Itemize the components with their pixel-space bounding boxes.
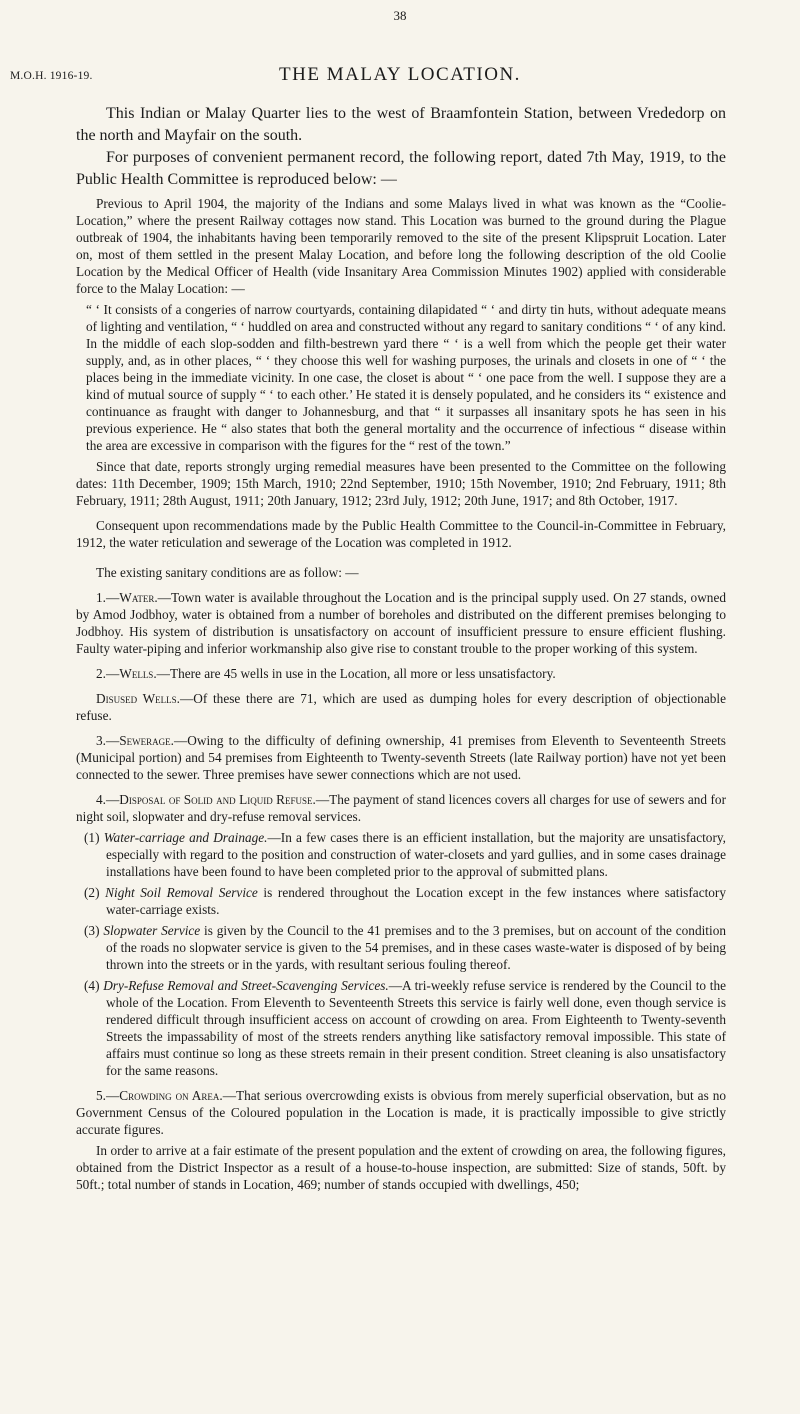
- list-item: [76, 922, 726, 973]
- population-estimate-paragraph: In order to arrive at a fair estimate of the present population and the extent of crowding on area, the following figures, obtained from the District Inspector as a result of a house-to-house inspection, are submitted: Size of stands, 50ft. by 50ft.; total number of stands in Location, 469; number of stands occupied with dwellings, 450;: [76, 1143, 726, 1192]
- list-item-number: (4): [84, 978, 100, 993]
- report-intro-paragraph: For purposes of convenient permanent record, the following report, dated 7th May, 1919, to the Public Health Committee is reproduced below: —: [76, 149, 726, 188]
- quoted-description: “ ‘ It consists of a congeries of narrow courtyards, containing dilapidated “ ‘ and dirty tin huts, without adequate means of lighting and ventilation, “ ‘ huddled on area and constructed without any regard to sanitary conditions “ ‘ of any kind. In the middle of each slop-sodden and filth-bestrewn yard there “ ‘ is a well from which the people get their water supply, and, as in other places, “ ‘ they choose this well for washing purposes, the urinals and closets in one of “ ‘ the places being in the immediate vicinity. In one case, the closet is about “ ‘ one pace from the well. I suppose they are a kind of mutual source of supply “ ‘ to each other.’ He stated it is densely populated, and he considers its “ existence and continuance as fraught with danger to Johannesburg, and that “ it surpasses all insanitary spots he has seen in his previous experience. He “ also states that both the general mortality and the occurrence of infectious “ disease within the area are excessive in comparison with the figures for the “ rest of the town.”: [86, 302, 726, 453]
- list-item: [76, 829, 726, 880]
- consequent-paragraph: Consequent upon recommendations made by the Public Health Committee to the Council-in-Committee in February, 1912, the water reticulation and sewerage of the Location was completed in 1912.: [76, 518, 726, 550]
- water-label: 1.—Water.: [96, 590, 158, 605]
- list-item-text: is rendered throughout the Location except in the few instances where satisfactory water-carriage exists.: [106, 885, 727, 917]
- since-paragraph: Since that date, reports strongly urging remedial measures have been presented to the Committee on the following dates: 11th December, 1909; 15th March, 1910; 22nd September, 1910; 15th November, 1910; 2nd February, 1911; 8th February, 1911; 28th August, 1911; 20th January, 1912; 23rd July, 1912; 20th June, 1917; and 8th October, 1917.: [76, 459, 726, 508]
- intro-paragraph: This Indian or Malay Quarter lies to the west of Braamfontein Station, between Vrededorp on the north and Mayfair on the south.: [76, 105, 726, 144]
- water-text: —Town water is available throughout the Location and is the principal supply used. On 27 stands, owned by Amod Jodbhoy, water is obtained from a number of boreholes and distributed on the different premises belonging to Jodbhoy. His system of distribution is unsatisfactory on account of insufficient pressure to ensure efficient flushing. Faulty water-piping and inferior workmanship also give rise to constant trouble to the proper working of this system.: [76, 590, 726, 656]
- margin-reference: M.O.H. 1916-19.: [10, 70, 93, 82]
- list-item-label: Night Soil Removal Service: [105, 885, 258, 900]
- wells-text: —There are 45 wells in use in the Location, all more or less unsatisfactory.: [156, 666, 556, 681]
- list-item-text: —A tri-weekly refuse service is rendered by the Council to the whole of the Location. From Eleventh to Seventeenth Streets this service is fairly well done, even though service is rendered difficult through insufficient access on account of crowding on area. From Eighteenth to Twenty-seventh Streets the impassability of most of the streets renders anything like satisfactory removal impossible. This state of affairs must continue so long as these streets remain in their present condition. Street cleaning is also unsatisfactory for the same reasons.: [106, 978, 726, 1078]
- water-paragraph: [76, 589, 726, 657]
- disposal-label: 4.—Disposal of Solid and Liquid Refuse.: [96, 792, 316, 807]
- previous-paragraph: Previous to April 1904, the majority of the Indians and some Malays lived in what was known as the “Coolie-Location,” where the present Railway cottages now stand. This Location was burned to the ground during the Plague outbreak of 1904, the inhabitants having been temporarily removed to the site of the present Klipspruit Location. Later on, most of them settled in the present Malay Location, and before long the following description of the old Coolie Location by the Medical Officer of Health (vide Insanitary Area Commission Minutes 1902) applied with considerable force to the Malay Location: —: [76, 196, 726, 296]
- disused-wells-label: Disused Wells.: [96, 691, 180, 706]
- list-item-number: (3): [84, 923, 100, 938]
- list-item-label: Dry-Refuse Removal and Street-Scavenging Services.: [103, 978, 389, 993]
- list-item-text: —In a few cases there is an efficient installation, but the majority are unsatisfactory, especially with regard to the position and construction of water-closets and yard gullies, and in some cases drainage installations have been found to have been completed prior to the approval of submitted plans.: [106, 830, 726, 879]
- page-number: 38: [393, 8, 407, 23]
- list-item-number: (1): [84, 830, 100, 845]
- crowding-paragraph: [76, 1087, 726, 1138]
- sewerage-label: 3.—Sewerage.: [96, 733, 174, 748]
- wells-label: 2.—Wells.: [96, 666, 157, 681]
- sewerage-paragraph: [76, 732, 726, 783]
- existing-conditions-paragraph: The existing sanitary conditions are as follow: —: [96, 565, 359, 580]
- list-item-label: Slopwater Service: [103, 923, 201, 938]
- list-item-number: (2): [84, 885, 100, 900]
- wells-paragraph: [76, 665, 726, 682]
- disposal-paragraph: [76, 791, 726, 825]
- crowding-text: —That serious overcrowding exists is obvious from merely superficial observation, but as no Government Census of the Coloured population in the Location is made, it is practically impossible to give strictly accurate figures.: [76, 1088, 726, 1137]
- list-item: [76, 977, 726, 1079]
- disused-wells-text: —Of these there are 71, which are used as dumping holes for every description of objectionable refuse.: [76, 691, 726, 723]
- section-title: THE MALAY LOCATION.: [279, 64, 521, 85]
- list-item-label: Water-carriage and Drainage.: [103, 830, 268, 845]
- list-item: [76, 884, 726, 918]
- sewerage-text: —Owing to the difficulty of defining ownership, 41 premises from Eleventh to Seventeenth Streets (Municipal portion) and 54 premises from Eighteenth to Twenty-seventh Streets (late Railway portion) have not yet been connected to the sewer. Three premises have sewer connections which are not used.: [76, 733, 726, 782]
- list-item-text: is given by the Council to the 41 premises and to the 3 premises, but on account of the condition of the roads no slopwater service is given to the 54 premises, and in these cases waste-water is disposed of by being thrown into the streets or in the yards, with resultant serious fouling thereof.: [106, 923, 726, 972]
- disused-wells-paragraph: [76, 690, 726, 724]
- crowding-label: 5.—Crowding on Area.: [96, 1088, 223, 1103]
- body-text: [76, 103, 726, 1193]
- disposal-text: —The payment of stand licences covers all charges for use of sewers and for night soil, slopwater and dry-refuse removal services.: [76, 792, 727, 824]
